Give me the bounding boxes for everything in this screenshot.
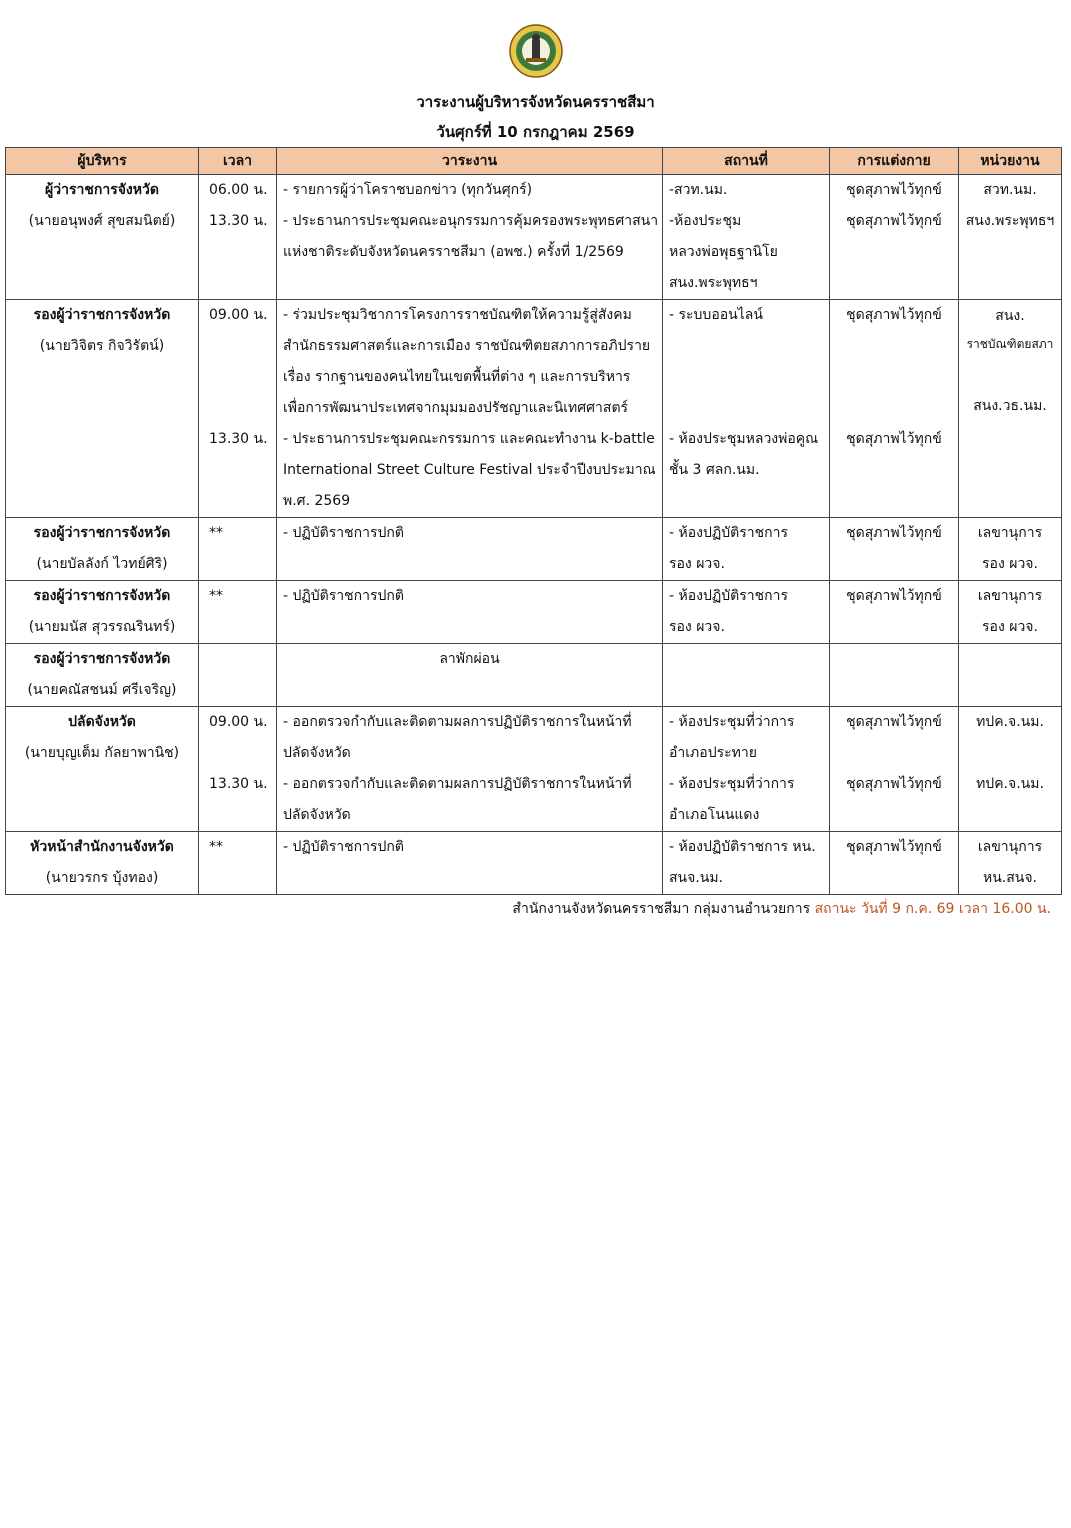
executive-title: รองผู้ว่าราชการจังหวัด [33,525,171,541]
time-cell [199,300,277,518]
column-header: การแต่งกาย [830,148,959,175]
agenda-cell [277,175,663,300]
place-line: อำเภอประทาย [669,745,757,761]
footer-note [512,898,1051,920]
unit-line: รอง ผวจ. [982,556,1038,572]
agenda-line: ปลัดจังหวัด [283,807,351,823]
dress-cell [830,644,959,707]
unit-cell [959,707,1062,832]
executive-name: (นายคณัสชนม์ ศรีเจริญ) [27,682,177,698]
time-value: ** [209,839,223,855]
column-header: สถานที่ [663,148,830,175]
time-cell [199,581,277,644]
executive-cell [6,175,199,300]
dress-cell [830,581,959,644]
executive-title: ผู้ว่าราชการจังหวัด [45,182,159,198]
footer-office: สำนักงานจังหวัดนครราชสีมา กลุ่มงานอำนวยการ [512,901,811,917]
agenda-line: เรื่อง รากฐานของคนไทยในเขตพื้นที่ต่าง ๆ และการบริหาร [283,369,631,385]
executive-name: (นายบุญเต็ม กัลยาพานิช) [24,745,180,761]
place-line: สนจ.นม. [669,870,724,886]
executive-cell [6,644,199,707]
place-line: ชั้น 3 ศลก.นม. [669,462,760,478]
dress-cell [830,832,959,895]
place-line: รอง ผวจ. [669,556,725,572]
agenda-line: แห่งชาติระดับจังหวัดนครราชสีมา (อพช.) ครั้งที่ 1/2569 [283,244,624,260]
agenda-line: - รายการผู้ว่าโคราชบอกข่าว (ทุกวันศุกร์) [283,182,533,198]
executive-title: รองผู้ว่าราชการจังหวัด [33,651,171,667]
time-value: 09.00 น. [209,714,268,730]
dress-line: ชุดสุภาพไว้ทุกข์ [846,714,942,730]
agenda-line: - ประธานการประชุมคณะกรรมการ และคณะทำงาน k-battle [283,431,655,447]
executive-title: หัวหน้าสำนักงานจังหวัด [30,839,174,855]
agenda-line: - ปฏิบัติราชการปกติ [283,839,404,855]
agenda-line: International Street Culture Festival ประจำปีงบประมาณ [283,462,656,478]
place-line: หลวงพ่อพุธฐานิโย [669,244,778,260]
unit-line: ทปค.จ.นม. [976,776,1044,792]
table-row [6,644,1062,707]
executive-cell [6,707,199,832]
executive-cell [6,581,199,644]
unit-line: สนง. [995,308,1025,324]
executive-title: รองผู้ว่าราชการจังหวัด [33,588,171,604]
place-line: - ห้องประชุมที่ว่าการ [669,714,795,730]
dress-line: ชุดสุภาพไว้ทุกข์ [846,588,942,604]
place-line: รอง ผวจ. [669,619,725,635]
time-cell [199,707,277,832]
agenda-cell [277,832,663,895]
unit-line: เลขานุการ [977,588,1043,604]
dress-cell [830,175,959,300]
executive-title: ปลัดจังหวัด [68,714,136,730]
place-line: - ห้องปฏิบัติราชการ [669,588,788,604]
executive-title: รองผู้ว่าราชการจังหวัด [33,307,171,323]
unit-cell [959,518,1062,581]
unit-line: หน.สนจ. [982,870,1038,886]
table-row [6,518,1062,581]
agenda-cell [277,581,663,644]
place-cell [663,300,830,518]
dress-cell [830,707,959,832]
agenda-line: - ปฏิบัติราชการปกติ [283,588,404,604]
unit-cell [959,832,1062,895]
place-line: - ห้องปฏิบัติราชการ [669,525,788,541]
column-header: เวลา [199,148,277,175]
place-line: - ห้องประชุมที่ว่าการ [669,776,795,792]
executive-name: (นายวิจิตร กิจวิรัตน์) [39,338,165,354]
dress-cell [830,300,959,518]
place-cell [663,175,830,300]
agenda-cell [277,300,663,518]
place-line: - ห้องปฏิบัติราชการ หน. [669,839,816,855]
place-cell [663,581,830,644]
place-line: - ห้องประชุมหลวงพ่อคูณ [669,431,819,447]
agenda-line: - ออกตรวจกำกับและติดตามผลการปฏิบัติราชการในหน้าที่ [283,714,632,730]
place-line: -ห้องประชุม [669,213,742,229]
dress-line: ชุดสุภาพไว้ทุกข์ [846,776,942,792]
unit-cell [959,644,1062,707]
time-value: ** [209,588,223,604]
unit-line: ราชบัณฑิตยสภา [966,337,1054,351]
agenda-cell [277,518,663,581]
time-value: 13.30 น. [209,431,268,447]
executive-cell [6,300,199,518]
time-cell [199,644,277,707]
executive-name: (นายมนัส สุวรรณรินทร์) [28,619,176,635]
place-cell [663,707,830,832]
table-header-row [6,148,1062,175]
page-title: วาระงานผู้บริหารจังหวัดนครราชสีมา [416,93,655,111]
place-line: สนง.พระพุทธฯ [669,275,758,291]
dress-cell [830,518,959,581]
executive-name: (นายวรกร บุ้งทอง) [45,870,159,886]
place-line: -สวท.นม. [669,182,728,198]
agenda-cell [277,644,663,707]
table-row [6,300,1062,518]
page-date: วันศุกร์ที่ 10 กรกฎาคม 2569 [436,123,635,141]
leave-status: ลาพักผ่อน [439,651,500,667]
place-cell [663,518,830,581]
dress-line: ชุดสุภาพไว้ทุกข์ [846,307,942,323]
place-line: - ระบบออนไลน์ [669,307,763,323]
agenda-line: - ออกตรวจกำกับและติดตามผลการปฏิบัติราชการในหน้าที่ [283,776,632,792]
time-cell [199,518,277,581]
unit-cell [959,581,1062,644]
unit-line: สนง.วธ.นม. [973,398,1047,414]
dress-line: ชุดสุภาพไว้ทุกข์ [846,431,942,447]
time-value: 09.00 น. [209,307,268,323]
unit-line: เลขานุการ [977,839,1043,855]
unit-line: สนง.พระพุทธฯ [965,213,1055,229]
unit-cell [959,175,1062,300]
table-row [6,832,1062,895]
dress-line: ชุดสุภาพไว้ทุกข์ [846,525,942,541]
agenda-line: - ประธานการประชุมคณะอนุกรรมการคุ้มครองพระพุทธศาสนา [283,213,659,229]
executive-name: (นายบัลลังก์ ไวทย์ศิริ) [36,556,168,572]
agenda-line: ปลัดจังหวัด [283,745,351,761]
place-cell [663,832,830,895]
agenda-line: เพื่อการพัฒนาประเทศจากมุมมองปรัชญาและนิเทศศาสตร์ [283,400,629,416]
agenda-line: - ร่วมประชุมวิชาการโครงการราชบัณฑิตให้ความรู้สู่สังคม [283,307,632,323]
agenda-line: สำนักธรรมศาสตร์และการเมือง ราชบัณฑิตยสภาการอภิปราย [283,338,651,354]
unit-line: รอง ผวจ. [982,619,1038,635]
schedule-table [5,147,1062,895]
unit-line: สวท.นม. [983,182,1037,198]
table-row [6,175,1062,300]
agenda-line: พ.ศ. 2569 [283,493,351,509]
unit-line: เลขานุการ [977,525,1043,541]
time-value: 13.30 น. [209,213,268,229]
time-value: 06.00 น. [209,182,268,198]
unit-cell [959,300,1062,518]
time-value: 13.30 น. [209,776,268,792]
provincial-seal-icon [509,24,563,78]
agenda-cell [277,707,663,832]
dress-line: ชุดสุภาพไว้ทุกข์ [846,213,942,229]
place-cell [663,644,830,707]
footer-status: สถานะ วันที่ 9 ก.ค. 69 เวลา 16.00 น. [814,901,1051,917]
column-header: หน่วยงาน [959,148,1062,175]
place-line: อำเภอโนนแดง [669,807,760,823]
table-row [6,581,1062,644]
time-value: ** [209,525,223,541]
dress-line: ชุดสุภาพไว้ทุกข์ [846,182,942,198]
executive-name: (นายอนุพงศ์ สุขสมนิตย์) [28,213,176,229]
time-cell [199,175,277,300]
time-cell [199,832,277,895]
executive-cell [6,832,199,895]
dress-line: ชุดสุภาพไว้ทุกข์ [846,839,942,855]
executive-cell [6,518,199,581]
column-header: ผู้บริหาร [6,148,199,175]
unit-line: ทปค.จ.นม. [976,714,1044,730]
column-header: วาระงาน [277,148,663,175]
agenda-line: - ปฏิบัติราชการปกติ [283,525,404,541]
table-row [6,707,1062,832]
